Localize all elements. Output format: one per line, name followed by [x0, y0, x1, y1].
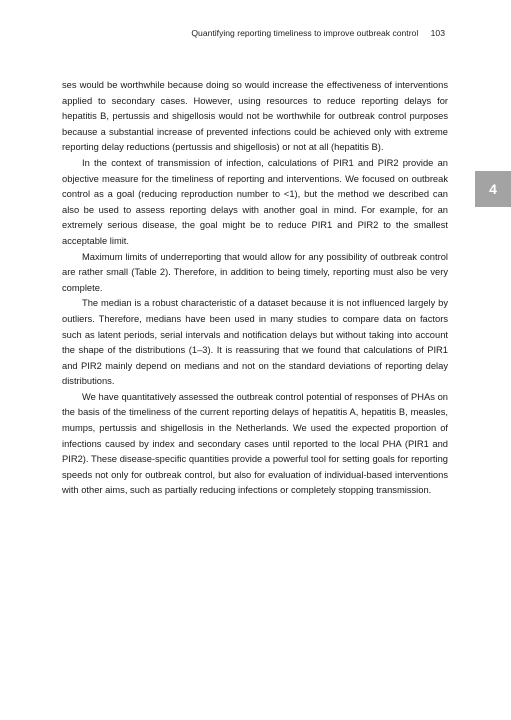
running-title: Quantifying reporting timeliness to improve outbreak control — [191, 28, 419, 38]
page-number: 103 — [430, 28, 445, 38]
paragraph: The median is a robust characteristic of a dataset because it is not influenced largely by outliers. Therefore, medians have been used in many studies to compare data on factors such as latent periods, serial intervals and notification delays but without taking into account the shape of the distributions (1–3). It is reassuring that we found that calculations of PIR1 and PIR2 mainly depend on medians and not on the standard deviations of reporting delay distributions. — [62, 298, 448, 387]
body-text — [62, 78, 448, 499]
paragraph: We have quantitatively assessed the outbreak control potential of responses of PHAs on the basis of the timeliness of the current reporting delays of hepatitis A, hepatitis B, measles, mumps, pertussis and shigellosis in the Netherlands. We used the expected proportion of infections caused by index and secondary cases until reported to the local PHA (PIR1 and PIR2). These disease-specific quantities provide a powerful tool for setting goals for reporting speeds not only for outbreak control, but also for evaluation of individual-based interventions with other aims, such as partially reducing infections or completely stopping transmission. — [62, 391, 448, 496]
paragraph: Maximum limits of underreporting that would allow for any possibility of outbreak control are rather small (Table 2). Therefore, in addition to being timely, reporting must also be very complete. — [62, 251, 448, 293]
chapter-tab-label: 4 — [489, 181, 497, 197]
chapter-tab — [475, 171, 511, 207]
running-header — [191, 28, 445, 38]
paragraph: In the context of transmission of infection, calculations of PIR1 and PIR2 provide an objective measure for the timeliness of reporting and interventions. We focused on outbreak control as a goal (reducing reproduction number to <1), but the method we described can also be used to assess reporting delays with another goal in mind. For example, for an extremely serious disease, the goal might be to reduce PIR1 and PIR2 to the smallest acceptable limit. — [62, 157, 448, 246]
paragraph: ses would be worthwhile because doing so would increase the effectiveness of interventions applied to secondary cases. However, using resources to reduce reporting delays for hepatitis B, pertussis and shigellosis would not be worthwhile for outbreak control purposes because a substantial increase of prevented infections could be achieved only with extreme reporting delay reductions (pertussis and shigellosis) or not at all (hepatitis B). — [62, 80, 448, 153]
